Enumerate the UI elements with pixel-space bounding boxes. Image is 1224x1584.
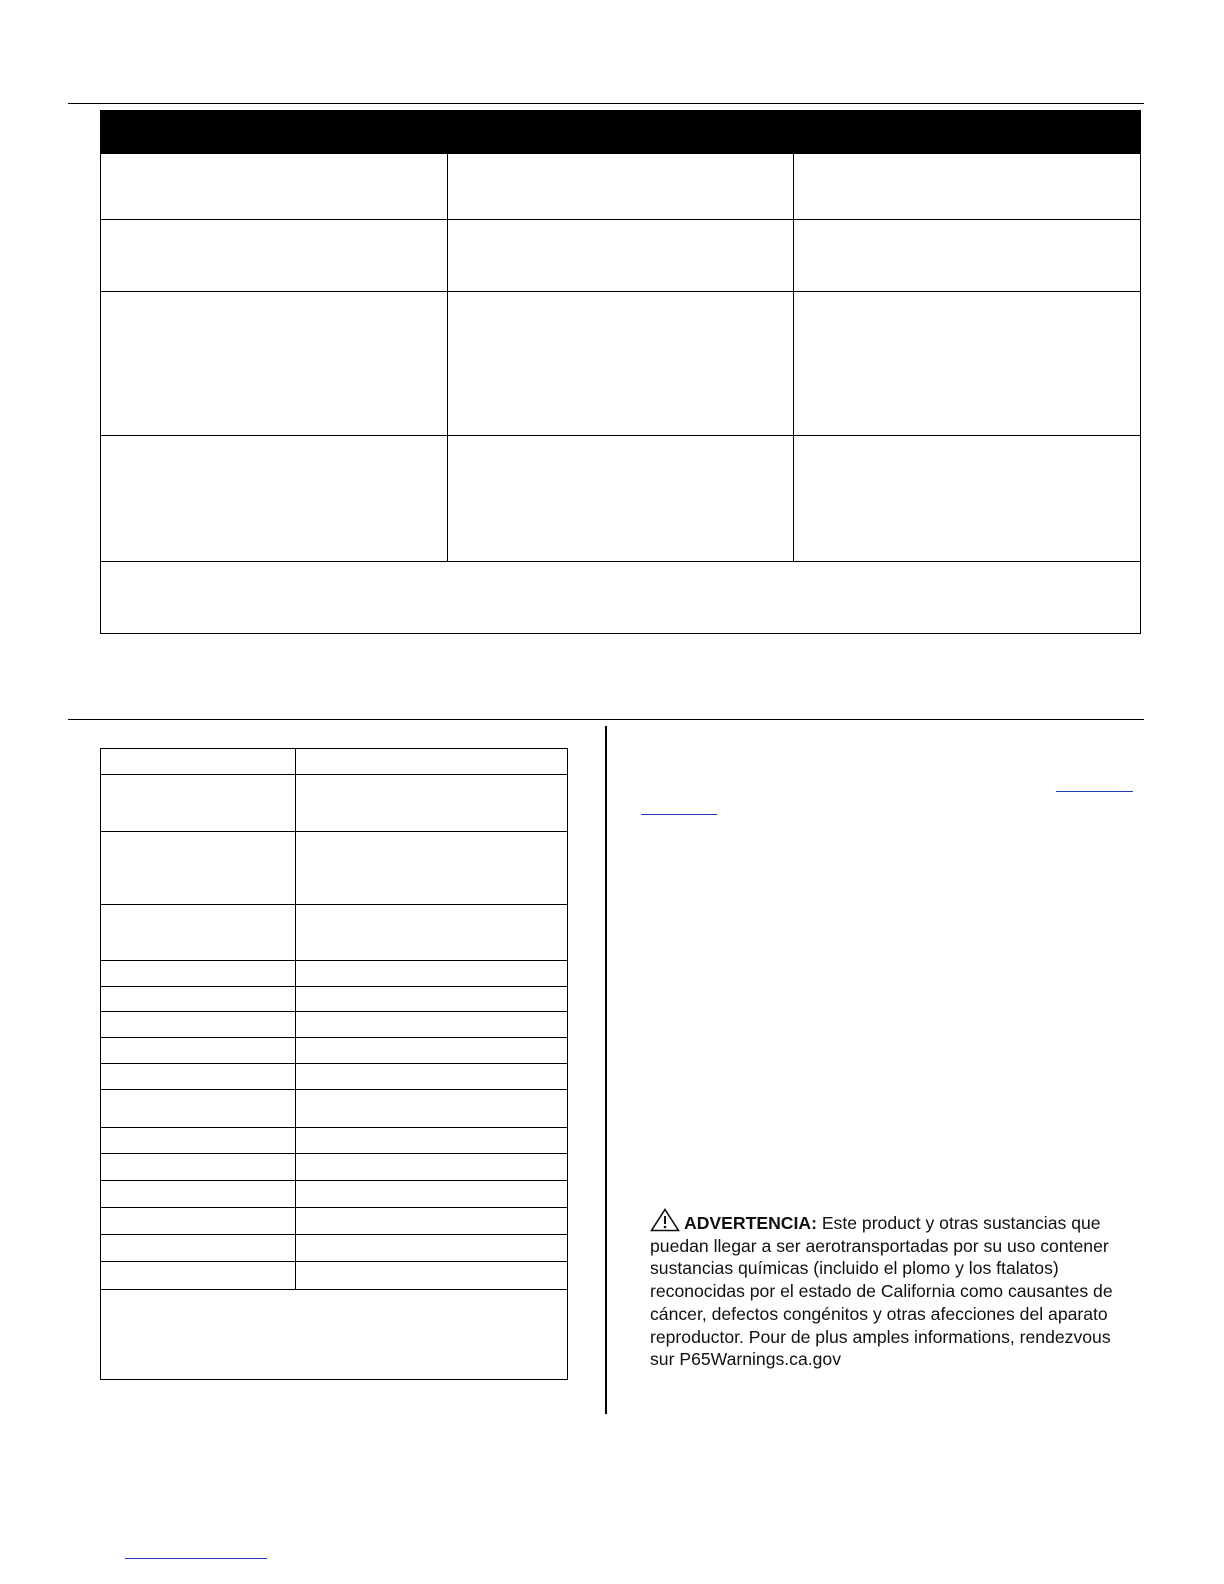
prop65-warning (650, 1208, 1140, 1371)
warning-text: Este product y otras sustancias que (816, 1213, 1101, 1233)
section-divider-middle (68, 719, 1144, 720)
spec-row (101, 1181, 568, 1208)
warning-text: puedan llegar a ser aerotransportadas por su uso contener (650, 1235, 1109, 1256)
table-row (101, 154, 1141, 220)
warning-text: sur P65Warnings.ca.gov (650, 1349, 842, 1370)
spec-row (101, 1064, 568, 1090)
hyperlink-underline[interactable] (125, 1558, 267, 1559)
warning-line (650, 1208, 1140, 1235)
warning-text: sustancias químicas (incluido el plomo y los ftalatos) (650, 1258, 1059, 1279)
spec-row (101, 987, 568, 1012)
spec-row (101, 1262, 568, 1290)
spec-row (101, 832, 568, 905)
spec-row (101, 1038, 568, 1064)
table-row (101, 436, 1141, 562)
table-footer-row (101, 562, 1141, 634)
table-header-row (101, 111, 1141, 154)
column-divider (605, 726, 607, 1414)
warning-title: ADVERTENCIA: (684, 1213, 817, 1233)
hyperlink-underline[interactable] (641, 814, 717, 815)
section-divider-top (68, 103, 1144, 104)
spec-row (101, 905, 568, 961)
spec-row (101, 1012, 568, 1038)
spec-row (101, 1154, 568, 1181)
warning-text: reproductor. Pour de plus amples informations, rendezvous (650, 1326, 1111, 1347)
warning-text: reconocidas por el estado de California como causantes de (650, 1281, 1113, 1302)
spec-row (101, 749, 568, 775)
table-row (101, 220, 1141, 292)
troubleshooting-table (100, 110, 1141, 634)
warning-triangle-icon (650, 1208, 680, 1232)
specifications-table (100, 748, 568, 1380)
table-row (101, 292, 1141, 436)
hyperlink-underline[interactable] (1056, 791, 1133, 792)
spec-row (101, 1235, 568, 1262)
spec-row (101, 775, 568, 832)
warning-text: cáncer, defectos congénitos y otras afecciones del aparato (650, 1303, 1108, 1324)
spec-row (101, 1090, 568, 1128)
spec-row (101, 1128, 568, 1154)
spec-row (101, 961, 568, 987)
spec-footer-row (101, 1290, 568, 1380)
spec-row (101, 1208, 568, 1235)
